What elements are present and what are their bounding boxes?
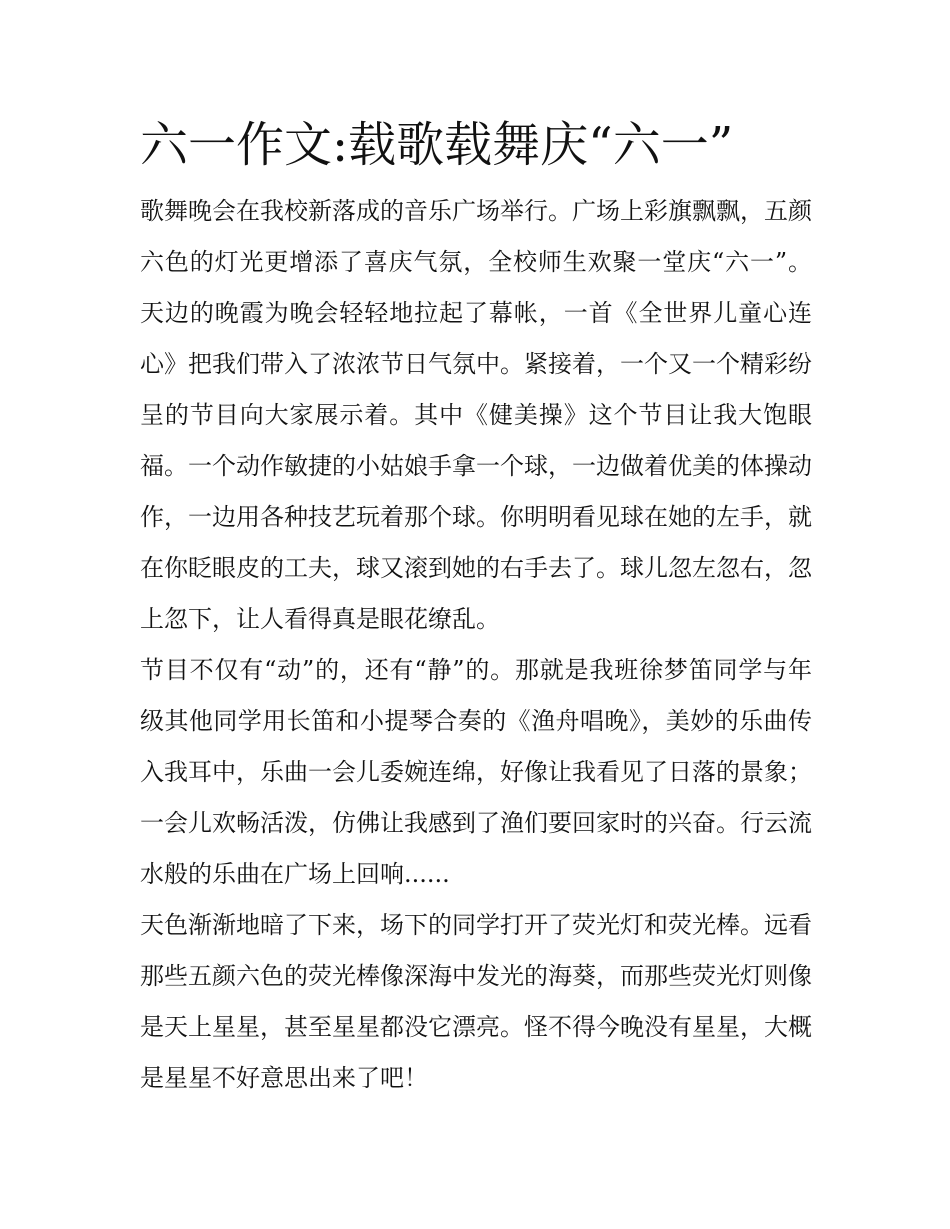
paragraph-3: 天色渐渐地暗了下来，场下的同学打开了荧光灯和荧光棒。远看那些五颜六色的荧光棒像深海中发光的海葵，而那些荧光灯则像是天上星星，甚至星星都没它漂亮。怪不得今晚没有星星，大概是星星不好意思出来了吧！ — [140, 911, 812, 1092]
document-title: 六一作文:载歌载舞庆“六一” — [140, 117, 734, 173]
paragraph-1: 歌舞晚会在我校新落成的音乐广场举行。广场上彩旗飘飘，五颜六色的灯光更增添了喜庆气氛，全校师生欢聚一堂庆“六一”。天边的晚霞为晚会轻轻地拉起了幕帐，一首《全世界儿童心连心》把我们带入了浓浓节日气氛中。紧接着，一个又一个精彩纷呈的节目向大家展示着。其中《健美操》这个节目让我大饱眼福。一个动作敏捷的小姑娘手拿一个球，一边做着优美的体操动作，一边用各种技艺玩着那个球。你明明看见球在她的左手，就在你眨眼皮的工夫，球又滚到她的右手去了。球儿忽左忽右，忽上忽下，让人看得真是眼花缭乱。 — [140, 197, 812, 633]
paragraph-2: 节目不仅有“动”的，还有“静”的。那就是我班徐梦笛同学与年级其他同学用长笛和小提琴合奏的《渔舟唱晚》，美妙的乐曲传入我耳中，乐曲一会儿委婉连绵，好像让我看见了日落的景象；一会儿欢畅活泼，仿佛让我感到了渔们要回家时的兴奋。行云流水般的乐曲在广场上回响...... — [140, 656, 812, 888]
document-page — [140, 110, 812, 1104]
